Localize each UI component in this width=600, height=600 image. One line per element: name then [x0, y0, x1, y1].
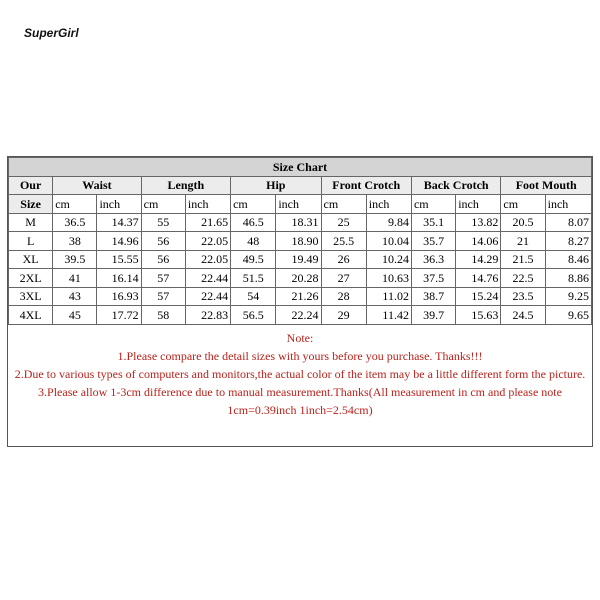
inch-cell: 22.05 [185, 232, 230, 251]
unit-cm: cm [231, 195, 276, 214]
inch-cell: 22.44 [185, 269, 230, 288]
cm-cell: 48 [231, 232, 276, 251]
cm-cell: 57 [141, 269, 185, 288]
inch-cell: 10.24 [366, 250, 411, 269]
inch-cell: 15.55 [97, 250, 141, 269]
cm-cell: 27 [321, 269, 366, 288]
inch-cell: 14.37 [97, 213, 141, 232]
cm-cell: 21 [501, 232, 545, 251]
cm-cell: 54 [231, 287, 276, 306]
chart-title: Size Chart [9, 158, 592, 177]
inch-cell: 14.06 [456, 232, 501, 251]
inch-cell: 22.24 [276, 306, 321, 325]
group-header: Front Crotch [321, 176, 411, 195]
inch-cell: 11.02 [366, 287, 411, 306]
inch-cell: 14.96 [97, 232, 141, 251]
inch-cell: 22.05 [185, 250, 230, 269]
group-header: Foot Mouth [501, 176, 592, 195]
cm-cell: 35.1 [411, 213, 455, 232]
cm-cell: 37.5 [411, 269, 455, 288]
cm-cell: 57 [141, 287, 185, 306]
cm-cell: 45 [53, 306, 97, 325]
table-row [9, 287, 592, 306]
cm-cell: 56.5 [231, 306, 276, 325]
inch-cell: 15.24 [456, 287, 501, 306]
cm-cell: 39.7 [411, 306, 455, 325]
size-cell: XL [9, 250, 53, 269]
cm-cell: 26 [321, 250, 366, 269]
unit-cm: cm [501, 195, 545, 214]
unit-cm: cm [411, 195, 455, 214]
size-header: Size [9, 195, 53, 214]
inch-cell: 19.49 [276, 250, 321, 269]
cm-cell: 20.5 [501, 213, 545, 232]
note-section [8, 325, 592, 419]
unit-cm: cm [141, 195, 185, 214]
table-row [9, 232, 592, 251]
size-cell: M [9, 213, 53, 232]
inch-cell: 9.84 [366, 213, 411, 232]
cm-cell: 39.5 [53, 250, 97, 269]
group-header: Hip [231, 176, 321, 195]
note-line-2: 2.Due to various types of computers and monitors,the actual color of the item may be a little different form the picture. [14, 366, 586, 381]
inch-cell: 17.72 [97, 306, 141, 325]
inch-cell: 22.83 [185, 306, 230, 325]
inch-cell: 8.07 [545, 213, 591, 232]
inch-cell: 20.28 [276, 269, 321, 288]
inch-cell: 9.65 [545, 306, 591, 325]
inch-cell: 18.31 [276, 213, 321, 232]
unit-cm: cm [321, 195, 366, 214]
inch-cell: 13.82 [456, 213, 501, 232]
cm-cell: 55 [141, 213, 185, 232]
unit-inch: inch [545, 195, 591, 214]
table-row [9, 213, 592, 232]
cm-cell: 21.5 [501, 250, 545, 269]
cm-cell: 49.5 [231, 250, 276, 269]
group-header: Length [141, 176, 230, 195]
inch-cell: 8.46 [545, 250, 591, 269]
title-row [9, 158, 592, 177]
inch-cell: 8.86 [545, 269, 591, 288]
note-heading: Note: [286, 330, 314, 345]
unit-inch: inch [456, 195, 501, 214]
brand-label: SuperGirl [24, 26, 79, 40]
unit-inch: inch [97, 195, 141, 214]
unit-inch: inch [276, 195, 321, 214]
size-cell: L [9, 232, 53, 251]
table-row [9, 306, 592, 325]
note-line-3: 3.Please allow 1-3cm difference due to manual measurement.Thanks(All measurement in cm and please note 1cm=0.39inch 1inch=2.54cm) [38, 384, 562, 417]
cm-cell: 56 [141, 250, 185, 269]
cm-cell: 36.5 [53, 213, 97, 232]
cm-cell: 25.5 [321, 232, 366, 251]
size-chart-table [8, 157, 592, 325]
size-chart [7, 156, 593, 447]
inch-cell: 16.93 [97, 287, 141, 306]
group-header: Back Crotch [411, 176, 500, 195]
cm-cell: 46.5 [231, 213, 276, 232]
unit-inch: inch [185, 195, 230, 214]
unit-cm: cm [53, 195, 97, 214]
unit-row [9, 195, 592, 214]
inch-cell: 15.63 [456, 306, 501, 325]
inch-cell: 21.65 [185, 213, 230, 232]
cm-cell: 56 [141, 232, 185, 251]
size-cell: 3XL [9, 287, 53, 306]
size-cell: 2XL [9, 269, 53, 288]
cm-cell: 38.7 [411, 287, 455, 306]
inch-cell: 14.29 [456, 250, 501, 269]
cm-cell: 28 [321, 287, 366, 306]
unit-inch: inch [366, 195, 411, 214]
table-row [9, 269, 592, 288]
cm-cell: 35.7 [411, 232, 455, 251]
inch-cell: 8.27 [545, 232, 591, 251]
inch-cell: 9.25 [545, 287, 591, 306]
cm-cell: 23.5 [501, 287, 545, 306]
our-header: Our [9, 176, 53, 195]
group-header-row [9, 176, 592, 195]
group-header: Waist [53, 176, 141, 195]
inch-cell: 11.42 [366, 306, 411, 325]
inch-cell: 10.63 [366, 269, 411, 288]
table-row [9, 250, 592, 269]
cm-cell: 41 [53, 269, 97, 288]
cm-cell: 38 [53, 232, 97, 251]
inch-cell: 16.14 [97, 269, 141, 288]
inch-cell: 14.76 [456, 269, 501, 288]
inch-cell: 18.90 [276, 232, 321, 251]
cm-cell: 22.5 [501, 269, 545, 288]
size-cell: 4XL [9, 306, 53, 325]
cm-cell: 51.5 [231, 269, 276, 288]
note-line-1: 1.Please compare the detail sizes with yours before you purchase. Thanks!!! [117, 348, 483, 363]
cm-cell: 25 [321, 213, 366, 232]
inch-cell: 22.44 [185, 287, 230, 306]
inch-cell: 10.04 [366, 232, 411, 251]
cm-cell: 24.5 [501, 306, 545, 325]
inch-cell: 21.26 [276, 287, 321, 306]
cm-cell: 58 [141, 306, 185, 325]
cm-cell: 43 [53, 287, 97, 306]
cm-cell: 29 [321, 306, 366, 325]
cm-cell: 36.3 [411, 250, 455, 269]
